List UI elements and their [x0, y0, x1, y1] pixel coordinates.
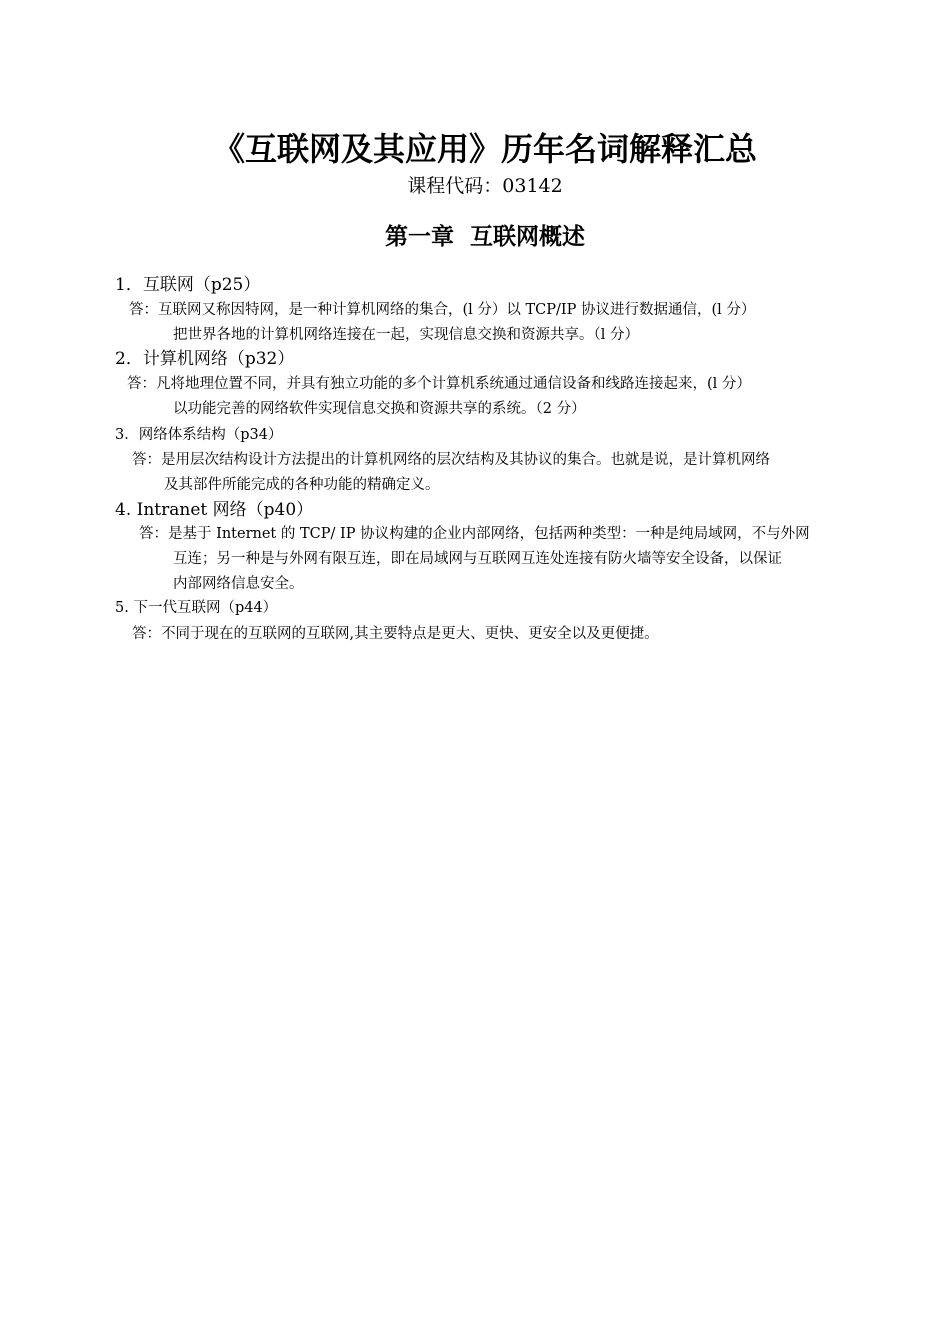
answer-line: 互连；另一种是与外网有限互连，即在局域网与互联网互连处连接有防火墙等安全设备，以保证 — [173, 551, 782, 567]
answer-line: 及其部件所能完成的各种功能的精确定义。 — [164, 477, 440, 493]
answer-line: 以功能完善的网络软件实现信息交换和资源共享的系统。（2 分） — [173, 401, 586, 417]
answer-line: 答：凡将地理位置不同，并具有独立功能的多个计算机系统通过通信设备和线路连接起来，(l 分） — [127, 376, 751, 392]
answer-line: 答：是用层次结构设计方法提出的计算机网络的层次结构及其协议的集合。也就是说，是计算机网络 — [132, 452, 770, 468]
answer-line: 答：是基于 Internet 的 TCP/ IP 协议构建的企业内部网络，包括两种类型：一种是纯局域网，不与外网 — [139, 526, 810, 542]
term-heading: 5. 下一代互联网（p44） — [115, 600, 278, 616]
chapter-heading: 第一章 互联网概述 — [384, 223, 585, 250]
term-heading: 2．计算机网络（p32） — [115, 349, 295, 369]
document-title: 《互联网及其应用》历年名词解释汇总 — [212, 130, 757, 168]
answer-line: 内部网络信息安全。 — [173, 576, 304, 592]
course-code: 课程代码：03142 — [407, 175, 563, 197]
term-heading: 3．网络体系结构（p34） — [115, 427, 283, 443]
answer-line: 把世界各地的计算机网络连接在一起，实现信息交换和资源共享。（l 分） — [173, 327, 639, 343]
term-heading: 4. Intranet 网络（p40） — [115, 500, 314, 520]
answer-line: 答：不同于现在的互联网的互联网,其主要特点是更大、更快、更安全以及更便捷。 — [132, 626, 659, 642]
term-heading: 1．互联网（p25） — [115, 275, 261, 295]
answer-line: 答：互联网又称因特网，是一种计算机网络的集合，(l 分）以 TCP/IP 协议进行数据通信，(l 分） — [129, 302, 756, 318]
